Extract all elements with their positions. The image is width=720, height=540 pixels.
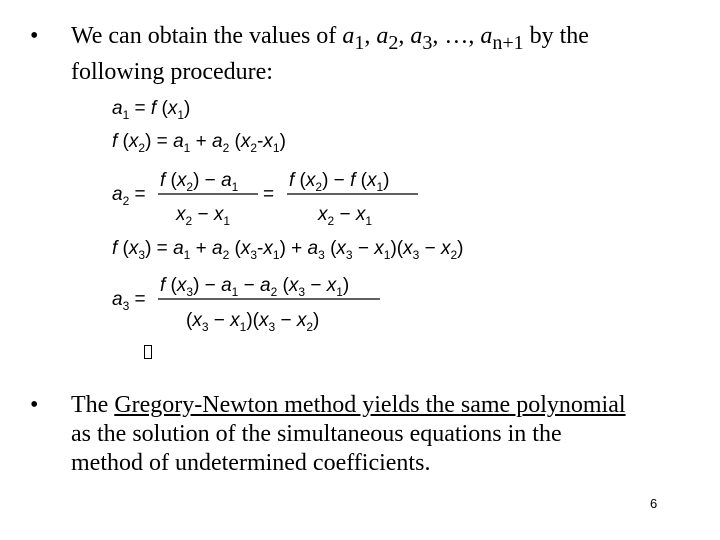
svg-text:=: = xyxy=(263,184,275,205)
svg-text:a2 =: $a_2$ = xyxy=(112,184,146,208)
svg-text:f (x2) − f (x1): f $(x_2) - f$ $(x_1)$ xyxy=(289,170,390,194)
svg-text:a1 = f (x1): $a_1 = f$ $(x_1)$ xyxy=(112,98,191,122)
svg-text:f (x3) − a1 − a2 (x3 − x1): f $(x_3) - a_1 - a_2$ $(x_3 - x_1)$ xyxy=(160,275,350,299)
svg-text:a3 =: $a_3$ = xyxy=(112,289,146,313)
svg-text:x2 − x1: $x_2 - x_1$ xyxy=(176,204,231,228)
equation-a1 xyxy=(112,98,190,122)
equation-a3 xyxy=(112,275,380,334)
bullet-conclusion-text: The Gregory-Newton method yields the same polynomial as the solution of the simultaneous equations in the method of undetermined coefficients. xyxy=(71,392,626,476)
svg-text:f (x2) − a1: f $(x_2) - a_1$ xyxy=(160,170,239,194)
svg-text:f (x3) = a1 + a2 (x3-x1) + a3: f $(x_3) = a_1 + a_2$ $(x_3-x_1) + a_3$ $(x_3 - x_1)(x_3 - x_2)$ xyxy=(112,238,464,262)
svg-text:f (x2) = a1 + a2 (x2-x1): f $(x_2) = a_1 + a_2$ $(x_2-x_1)$ xyxy=(112,131,286,155)
equation-a2 xyxy=(112,170,418,228)
bullet-intro-text: We can obtain the values of $a_1$, $a_2$, $a_3$, …, $a_{n+1}$ by the following procedure: xyxy=(71,23,589,85)
svg-text:x2 − x1: $x_2 - x_1$ xyxy=(318,204,373,228)
bullet-conclusion xyxy=(30,391,630,478)
page-number: 6 xyxy=(650,496,658,511)
placeholder-glyph-icon xyxy=(144,345,152,359)
equation-f-x2 xyxy=(112,131,286,155)
bullet-marker: • xyxy=(30,23,39,49)
svg-text:(x3 − x1)(x3 − x2): $(x_3 - x_1)(x_3 - x_2)$ xyxy=(186,310,320,334)
gregory-newton-link[interactable]: Gregory-Newton method yields the same polynomial xyxy=(114,392,626,418)
equation-f-x3 xyxy=(112,238,463,262)
bullet-marker: • xyxy=(30,392,39,418)
